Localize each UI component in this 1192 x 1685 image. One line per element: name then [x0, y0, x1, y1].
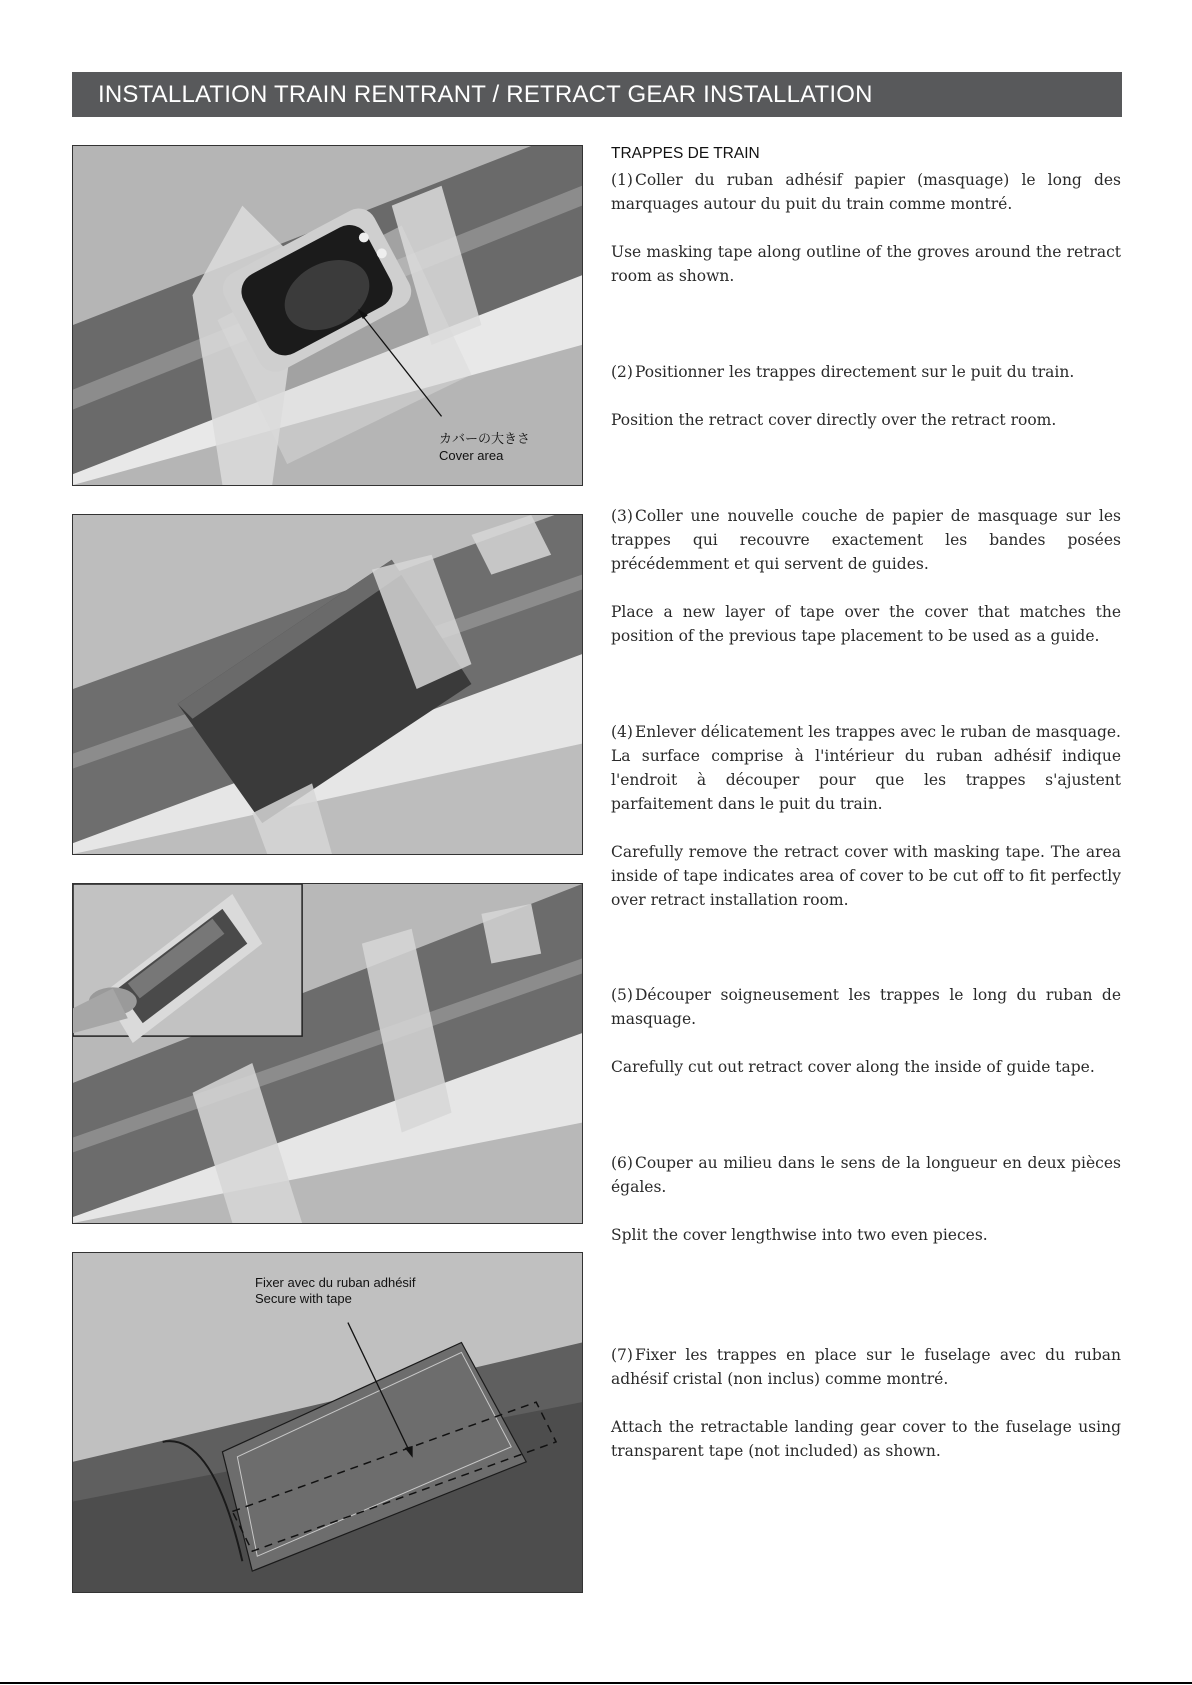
- photo4-caption-fr: Fixer avec du ruban adhésif: [255, 1275, 416, 1290]
- step-6: [611, 1151, 1121, 1247]
- step-number: (2): [611, 363, 633, 381]
- step-4: [611, 720, 1121, 912]
- photo-cover-secured-with-tape: [72, 1252, 583, 1593]
- step-text-en: Carefully cut out retract cover along the inside of guide tape.: [611, 1058, 1095, 1076]
- step-3: [611, 504, 1121, 648]
- page-header: INSTALLATION TRAIN RENTRANT / RETRACT GEAR INSTALLATION: [72, 72, 1122, 117]
- step-text-fr: Découper soigneusement les trappes le long du ruban de masquage.: [611, 986, 1121, 1028]
- step-text-fr: Couper au milieu dans le sens de la longueur en deux pièces égales.: [611, 1154, 1121, 1196]
- step-number: (7): [611, 1346, 633, 1364]
- step-text-fr: Positionner les trappes directement sur le puit du train.: [634, 363, 1075, 381]
- photo-cover-over-room: [72, 514, 583, 855]
- photo1-caption-en: Cover area: [439, 448, 504, 463]
- step-text-en: Position the retract cover directly over the retract room.: [611, 411, 1057, 429]
- step-number: (6): [611, 1154, 633, 1172]
- step-1: [611, 168, 1121, 288]
- step-number: (5): [611, 986, 633, 1004]
- step-number: (1): [611, 171, 633, 189]
- photo-cover-cut-and-removed: [72, 883, 583, 1224]
- step-text-en: Attach the retractable landing gear cover to the fuselage using transparent tape (not included) as shown.: [611, 1418, 1121, 1460]
- step-text-fr: Coller une nouvelle couche de papier de masquage sur les trappes qui recouvre exactement les bandes posées précédemment et qui servent de guides.: [611, 507, 1121, 573]
- step-2: [611, 360, 1121, 432]
- step-text-fr: Enlever délicatement les trappes avec le ruban de masquage. La surface comprise à l'intérieur du ruban adhésif indique l'endroit à découper pour que les trappes s'ajustent parfaitement dans le puit du train.: [611, 723, 1121, 813]
- step-text-en: Carefully remove the retract cover with masking tape. The area inside of tape indicates area of cover to be cut off to fit perfectly over retract installation room.: [611, 843, 1121, 909]
- step-text-en: Split the cover lengthwise into two even pieces.: [611, 1226, 988, 1244]
- step-5: [611, 983, 1121, 1079]
- step-number: (3): [611, 507, 633, 525]
- step-text-fr: Fixer les trappes en place sur le fuselage avec du ruban adhésif cristal (non inclus) comme montré.: [611, 1346, 1121, 1388]
- step-text-en: Use masking tape along outline of the groves around the retract room as shown.: [611, 243, 1121, 285]
- photo-retract-room-masked: [72, 145, 583, 486]
- section-title: TRAPPES DE TRAIN: [611, 145, 760, 162]
- step-text-fr: Coller du ruban adhésif papier (masquage) le long des marquages autour du puit du train comme montré.: [611, 171, 1121, 213]
- step-7: [611, 1343, 1121, 1463]
- step-text-en: Place a new layer of tape over the cover that matches the position of the previous tape placement to be used as a guide.: [611, 603, 1121, 645]
- photo4-caption-en: Secure with tape: [255, 1291, 352, 1306]
- photo1-caption-jp: カバーの大きさ: [439, 431, 531, 446]
- page-bottom-rule: [0, 1682, 1192, 1684]
- step-number: (4): [611, 723, 633, 741]
